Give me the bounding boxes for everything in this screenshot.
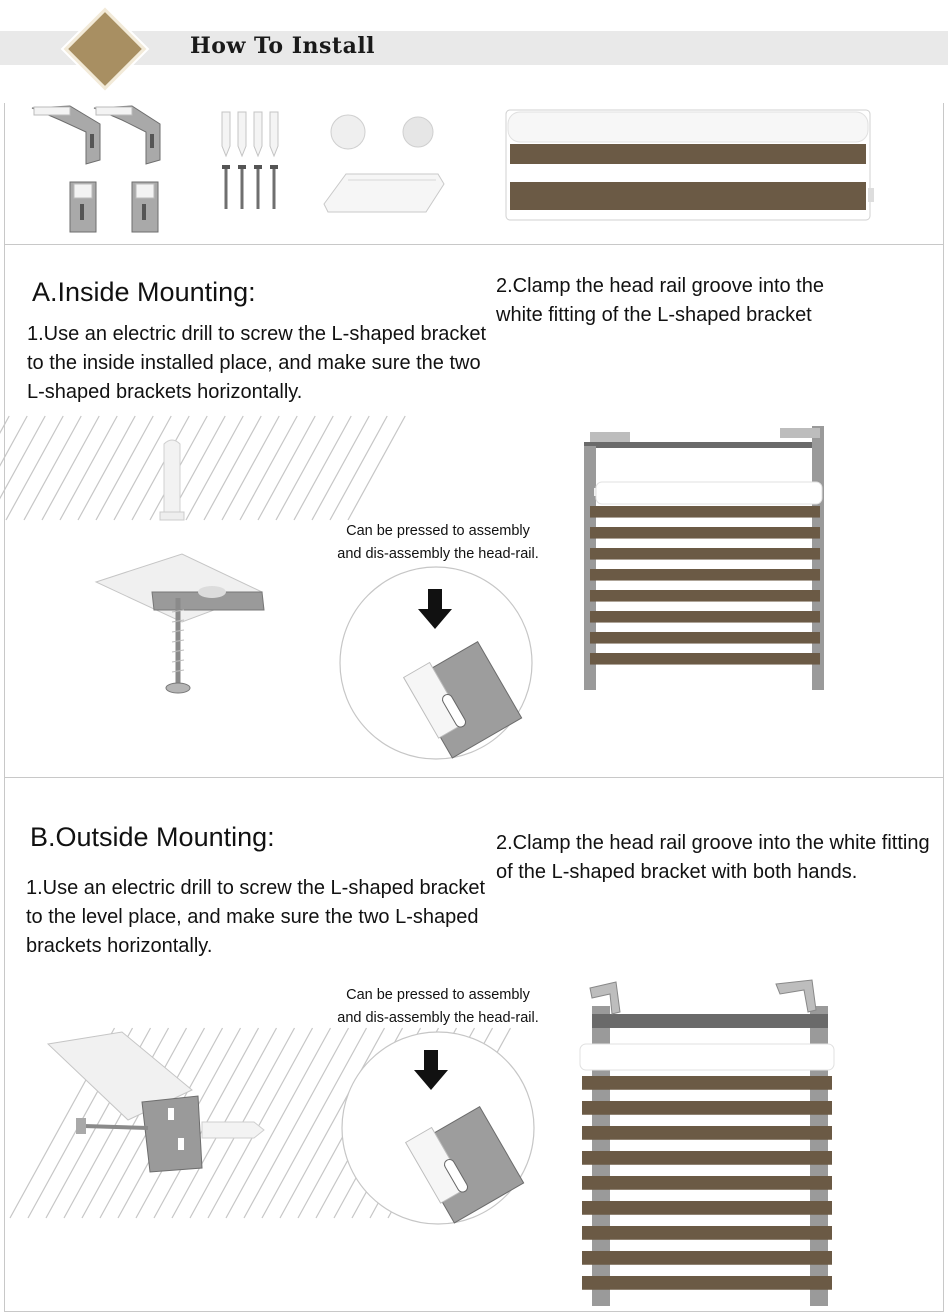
inside-step2-text: 2.Clamp the head rail groove into the white fitting of the L-shaped bracket	[496, 275, 824, 326]
hatch-line	[60, 416, 117, 520]
blind-slat	[590, 653, 820, 665]
inside-step1-text: 1.Use an electric drill to screw the L-shaped bracket to the inside installed place, and make sure the two L-shaped brackets horizontally.	[27, 323, 487, 403]
hatch-line	[42, 416, 99, 520]
outside-step2-text: 2.Clamp the head rail groove into the white fitting of the L-shaped bracket with both hands.	[496, 832, 930, 883]
hatch-line	[96, 416, 153, 520]
hatch-line	[240, 416, 297, 520]
brand-diamond-icon	[60, 4, 150, 94]
blind-slat	[582, 1101, 832, 1115]
blind-slat	[582, 1276, 832, 1290]
wall-anchor-icon	[156, 436, 188, 526]
blind-slat	[590, 632, 820, 644]
blind-slat	[590, 527, 820, 539]
blind-slat	[590, 569, 820, 581]
screw-icon	[218, 165, 278, 211]
hatch-line	[204, 416, 261, 520]
blind-slat	[582, 1251, 832, 1265]
blind-slat	[590, 506, 820, 518]
bracket-icon	[30, 104, 170, 239]
blind-slat	[582, 1151, 832, 1165]
detail-circle	[338, 565, 534, 761]
l-bracket-icon	[42, 1030, 282, 1174]
cap-icon	[330, 112, 440, 154]
hatch-line	[186, 416, 243, 520]
wall-hatch	[38, 416, 363, 520]
page-title: How To Install	[190, 33, 376, 59]
blind-inside-icon	[580, 424, 830, 694]
clip-icon	[318, 168, 450, 218]
hatch-line	[312, 416, 369, 520]
blind-slat	[590, 611, 820, 623]
blind-outside-icon	[576, 980, 838, 1310]
blind-slat	[590, 548, 820, 560]
detail-circle	[340, 1030, 536, 1226]
blind-slat	[582, 1076, 832, 1090]
blind-slat	[582, 1176, 832, 1190]
blind-slat	[582, 1201, 832, 1215]
blind-slat	[590, 590, 820, 602]
hatch-line	[78, 416, 135, 520]
hatch-line	[294, 416, 351, 520]
blind-slat	[582, 1226, 832, 1240]
hatch-line	[258, 416, 315, 520]
outside-step1-text: 1.Use an electric drill to screw the L-shaped bracket to the level place, and make sure the two L-shaped brackets horizontally.	[26, 877, 486, 957]
hatch-line	[222, 416, 279, 520]
outside-mounting-title: B.Outside Mounting:	[30, 822, 275, 852]
inside-mounting-title: A.Inside Mounting:	[32, 277, 256, 307]
anchor-icon	[218, 112, 278, 158]
hatch-line	[276, 416, 333, 520]
inside-press-note: Can be pressed to assembly and dis-assembly the head-rail.	[337, 523, 539, 562]
outside-press-note: Can be pressed to assembly and dis-assembly the head-rail.	[337, 987, 539, 1026]
blind-slat	[582, 1126, 832, 1140]
head-rail-icon	[502, 108, 878, 222]
l-bracket-icon	[92, 552, 268, 696]
